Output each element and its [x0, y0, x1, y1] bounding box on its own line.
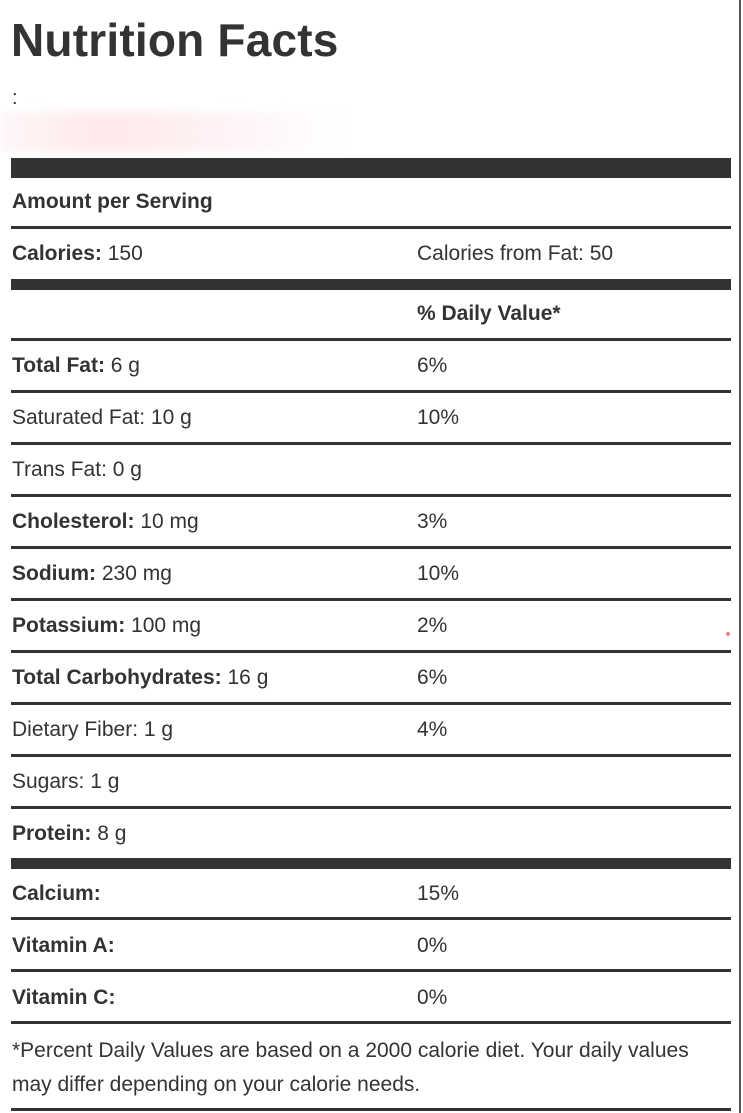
row-divider	[11, 754, 731, 757]
nutrient-amount: 1 g	[143, 718, 174, 741]
nutrient-daily-value: 6%	[417, 666, 448, 689]
nutrient-daily-value: 4%	[417, 718, 448, 741]
nutrient-amount: 10 g	[150, 406, 192, 429]
thick-divider-vitamins	[11, 858, 731, 869]
serving-size-prefix: :	[12, 87, 18, 109]
nutrient-amount: 0 g	[112, 458, 142, 481]
vitamin-daily-value: 0%	[417, 934, 448, 957]
row-divider	[11, 338, 731, 341]
vitamin-daily-value: 0%	[417, 986, 448, 1009]
nutrient-row	[12, 405, 192, 431]
thick-divider-top	[11, 158, 731, 178]
nutrient-amount: 100 mg	[131, 614, 202, 637]
nutrient-row	[12, 665, 268, 691]
row-divider	[11, 806, 731, 809]
nutrient-amount: 6 g	[110, 354, 140, 377]
nutrient-amount: 16 g	[227, 666, 269, 689]
nutrient-row	[12, 717, 173, 743]
nutrient-label: Cholesterol:	[12, 510, 135, 533]
nutrient-daily-value: 2%	[417, 614, 448, 637]
vitamin-label: Vitamin A:	[12, 934, 115, 957]
row-divider	[11, 546, 731, 549]
nutrient-row	[12, 821, 126, 847]
nutrient-label: Dietary Fiber:	[12, 718, 139, 741]
nutrient-label: Saturated Fat:	[12, 406, 146, 429]
nutrient-amount: 1 g	[90, 770, 120, 793]
nutrient-label: Potassium:	[12, 614, 126, 637]
nutrient-amount: 8 g	[97, 822, 127, 845]
daily-value-header: % Daily Value*	[417, 302, 561, 325]
calories-value: 150	[107, 242, 143, 265]
calories-row	[12, 241, 143, 267]
row-divider	[11, 650, 731, 653]
nutrient-amount: 230 mg	[101, 562, 172, 585]
row-divider	[11, 969, 731, 972]
nutrient-row	[12, 769, 119, 795]
label-title: Nutrition Facts	[11, 14, 339, 66]
row-divider	[11, 917, 731, 920]
nutrient-daily-value: 10%	[417, 562, 460, 585]
calories-from-fat: Calories from Fat: 50	[417, 242, 614, 265]
row-divider	[11, 598, 731, 601]
vitamin-daily-value: 15%	[417, 882, 460, 905]
nutrient-daily-value: 3%	[417, 510, 448, 533]
blurred-serving-size	[0, 112, 345, 152]
nutrient-label: Sodium:	[12, 562, 96, 585]
calories-label: Calories:	[12, 242, 102, 265]
nutrient-row	[12, 457, 142, 483]
amount-per-serving-heading: Amount per Serving	[12, 190, 213, 213]
nutrient-row	[12, 353, 140, 379]
nutrient-label: Protein:	[12, 822, 92, 845]
row-divider	[11, 1021, 731, 1024]
nutrient-amount: 10 mg	[140, 510, 199, 533]
nutrient-daily-value: 6%	[417, 354, 448, 377]
row-divider	[11, 390, 731, 393]
nutrient-row	[12, 509, 199, 535]
thick-divider-calories	[11, 279, 731, 290]
nutrient-label: Total Fat:	[12, 354, 105, 377]
row-divider	[11, 702, 731, 705]
vitamin-label: Vitamin C:	[12, 986, 116, 1009]
nutrient-row	[12, 561, 172, 587]
row-divider	[11, 226, 731, 229]
bottom-divider	[11, 1108, 731, 1111]
vitamin-label: Calcium:	[12, 882, 101, 905]
red-speck	[726, 632, 730, 636]
row-divider	[11, 442, 731, 445]
nutrient-daily-value: 10%	[417, 406, 460, 429]
nutrient-row	[12, 613, 201, 639]
row-divider	[11, 494, 731, 497]
daily-value-footnote: *Percent Daily Values are based on a 2000 calorie diet. Your daily values may differ depending on your calorie needs.	[12, 1039, 689, 1096]
nutrient-label: Trans Fat:	[12, 458, 107, 481]
nutrient-label: Total Carbohydrates:	[12, 666, 222, 689]
nutrient-label: Sugars:	[12, 770, 85, 793]
